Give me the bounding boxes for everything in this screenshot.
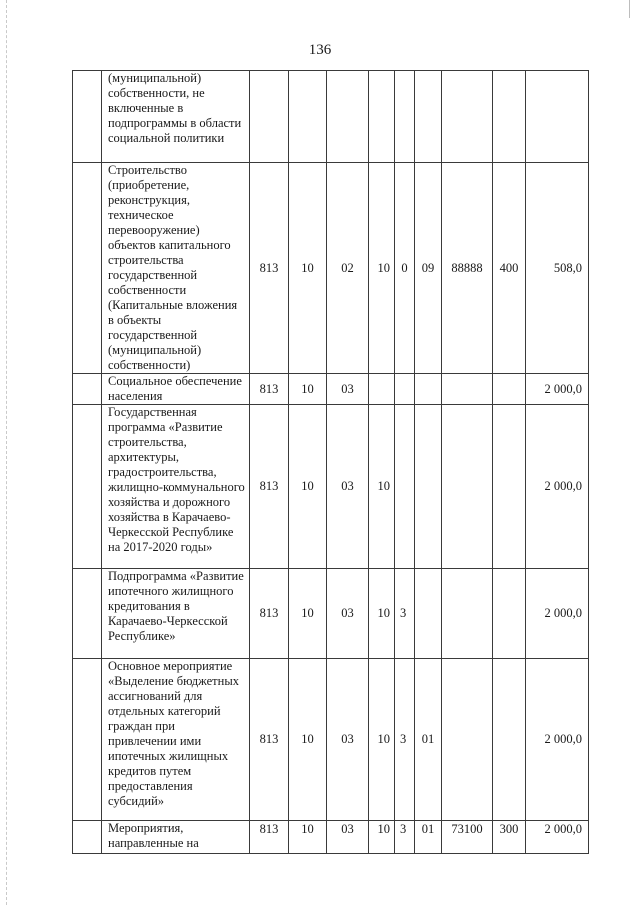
code-program: 10 [369, 659, 395, 821]
code-ministry: 813 [250, 163, 289, 374]
code-section: 10 [289, 374, 327, 405]
code-program [369, 374, 395, 405]
budget-table [72, 70, 589, 854]
code-program: 10 [369, 821, 395, 854]
row-index-cell [73, 569, 102, 659]
amount: 2 000,0 [526, 405, 589, 569]
code-subsection: 03 [327, 821, 369, 854]
amount: 2 000,0 [526, 374, 589, 405]
amount [526, 71, 589, 163]
code-program: 10 [369, 163, 395, 374]
code-expense-type [493, 569, 526, 659]
code-program: 10 [369, 405, 395, 569]
code-direction: 88888 [442, 163, 493, 374]
code-section: 10 [289, 163, 327, 374]
code-subsection: 03 [327, 405, 369, 569]
scan-corner-artifact [629, 0, 630, 18]
code-subsection [327, 71, 369, 163]
table-row [73, 163, 589, 374]
code-activity: 09 [415, 163, 442, 374]
code-section: 10 [289, 405, 327, 569]
code-activity [415, 71, 442, 163]
row-index-cell [73, 659, 102, 821]
row-name: Подпрограмма «Развитие ипотечного жилищного кредитования в Карачаево-Черкесской Республике» [102, 569, 250, 659]
code-subprogram [395, 405, 415, 569]
code-ministry: 813 [250, 569, 289, 659]
page-number: 136 [308, 42, 332, 58]
code-expense-type: 400 [493, 163, 526, 374]
code-direction [442, 659, 493, 821]
table-row [73, 374, 589, 405]
code-expense-type: 300 [493, 821, 526, 854]
row-name: Государственная программа «Развитие строительства, архитектуры, градостроительства, жилищно-коммунального хозяйства и дорожного хозяйства в Карачаево-Черкесской Республике на 2017-2020 годы» [102, 405, 250, 569]
code-ministry [250, 71, 289, 163]
code-subprogram: 3 [395, 821, 415, 854]
row-index-cell [73, 374, 102, 405]
code-subprogram: 3 [395, 569, 415, 659]
code-section [289, 71, 327, 163]
code-direction [442, 569, 493, 659]
table-row [73, 821, 589, 854]
code-subprogram: 3 [395, 659, 415, 821]
table-row [73, 659, 589, 821]
row-index-cell [73, 163, 102, 374]
amount: 2 000,0 [526, 569, 589, 659]
row-name: Социальное обеспечение населения [102, 374, 250, 405]
table-row [73, 569, 589, 659]
code-expense-type [493, 71, 526, 163]
code-program [369, 71, 395, 163]
table-row [73, 71, 589, 163]
code-section: 10 [289, 659, 327, 821]
code-subsection: 03 [327, 374, 369, 405]
code-subprogram: 0 [395, 163, 415, 374]
row-name: Основное мероприятие «Выделение бюджетных ассигнований для отдельных категорий граждан при привлечении ими ипотечных жилищных кредитов путем предоставления субсидий» [102, 659, 250, 821]
code-expense-type [493, 374, 526, 405]
code-activity: 01 [415, 659, 442, 821]
row-name: Мероприятия, направленные на [102, 821, 250, 854]
code-activity [415, 569, 442, 659]
code-expense-type [493, 405, 526, 569]
code-expense-type [493, 659, 526, 821]
code-activity: 01 [415, 821, 442, 854]
amount: 2 000,0 [526, 659, 589, 821]
code-activity [415, 374, 442, 405]
row-index-cell [73, 821, 102, 854]
code-program: 10 [369, 569, 395, 659]
code-ministry: 813 [250, 821, 289, 854]
code-ministry: 813 [250, 405, 289, 569]
row-index-cell [73, 405, 102, 569]
scan-edge-artifact [6, 0, 8, 905]
code-activity [415, 405, 442, 569]
code-direction [442, 405, 493, 569]
row-name: Строительство (приобретение, реконструкция, техническое перевооружение) объектов капитального строительства государственной собственности (Капитальные вложения в объекты государственной (муниципальной) собственности) [102, 163, 250, 374]
code-direction: 73100 [442, 821, 493, 854]
amount: 2 000,0 [526, 821, 589, 854]
code-direction [442, 71, 493, 163]
code-subsection: 03 [327, 569, 369, 659]
code-section: 10 [289, 569, 327, 659]
code-subprogram [395, 71, 415, 163]
code-section: 10 [289, 821, 327, 854]
amount: 508,0 [526, 163, 589, 374]
code-subsection: 03 [327, 659, 369, 821]
row-name: (муниципальной) собственности, не включенные в подпрограммы в области социальной политики [102, 71, 250, 163]
table-row [73, 405, 589, 569]
code-ministry: 813 [250, 374, 289, 405]
row-index-cell [73, 71, 102, 163]
code-direction [442, 374, 493, 405]
code-ministry: 813 [250, 659, 289, 821]
code-subprogram [395, 374, 415, 405]
code-subsection: 02 [327, 163, 369, 374]
